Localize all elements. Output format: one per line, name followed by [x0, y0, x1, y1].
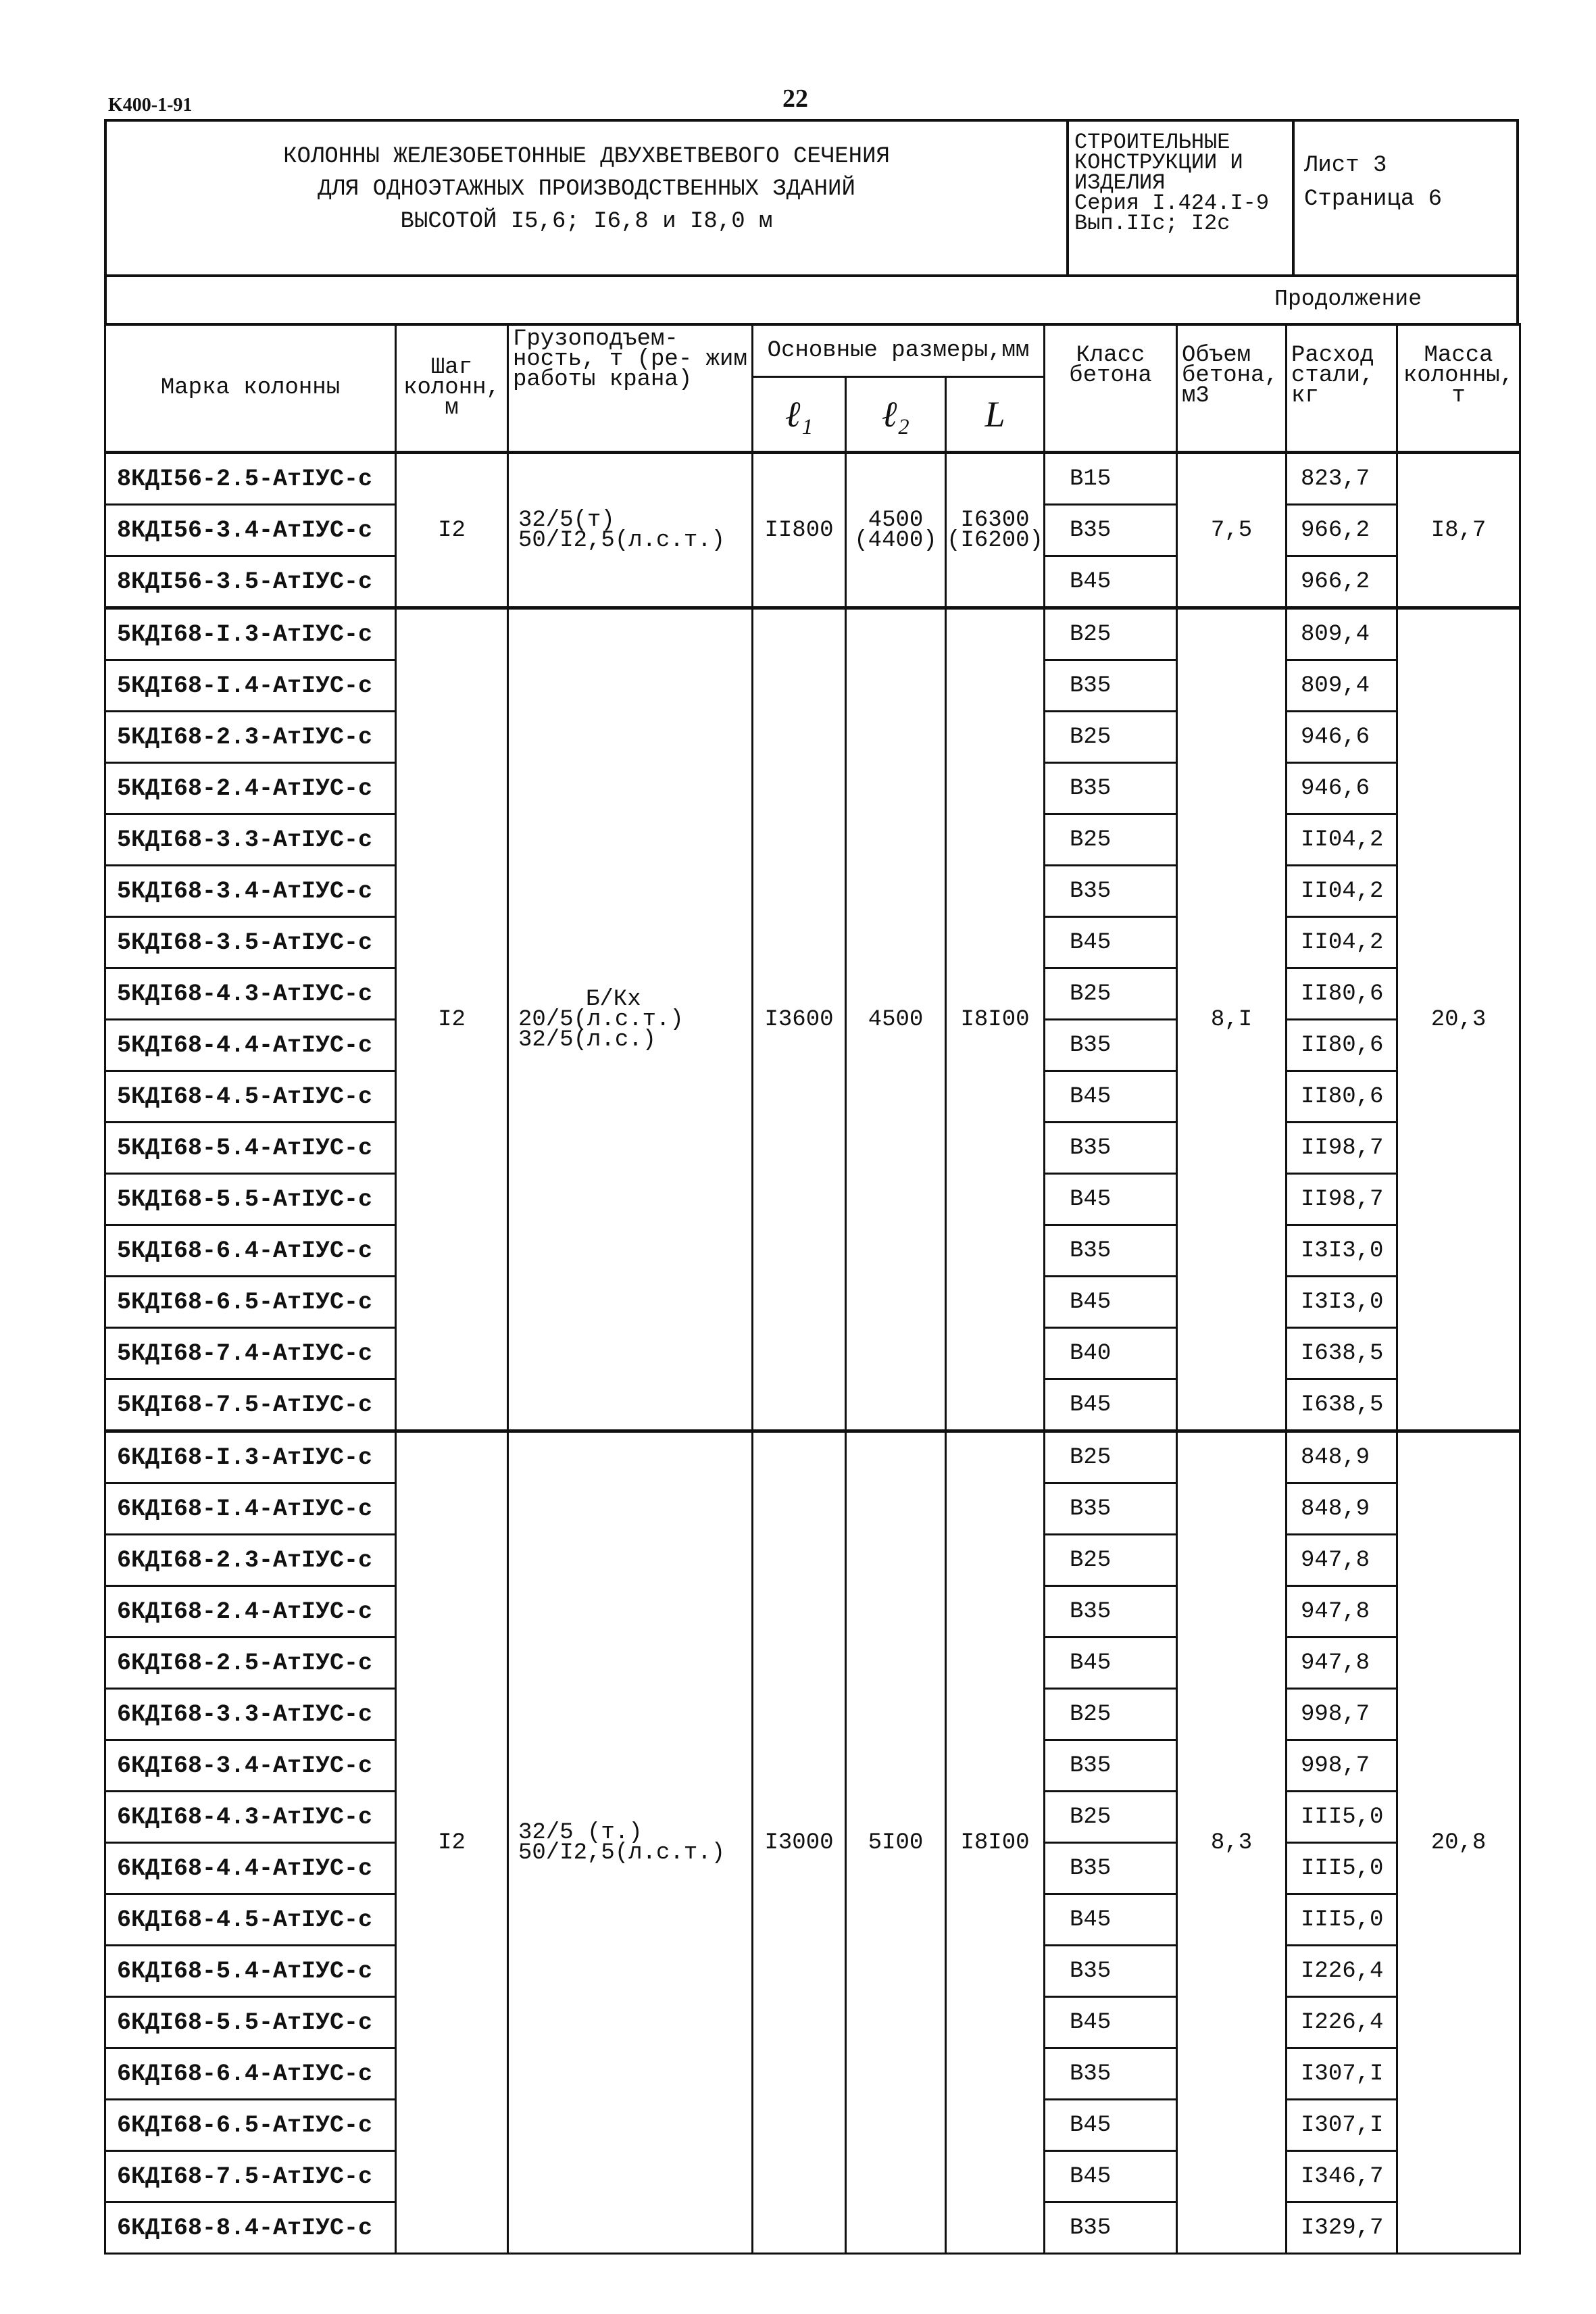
column-mark: 8КДI56-3.4-АтIУС-с	[105, 505, 396, 556]
steel-consumption: II80,6	[1287, 1071, 1397, 1123]
column-mark: 5КДI68-6.5-АтIУС-с	[105, 1277, 396, 1328]
column-mark: 5КДI68-2.4-АтIУС-с	[105, 763, 396, 814]
column-mark: 6КДI68-6.5-АтIУС-с	[105, 2100, 396, 2151]
steel-consumption: II04,2	[1287, 866, 1397, 917]
concrete-class: В35	[1045, 2048, 1177, 2100]
column-mark: 6КДI68-5.4-АтIУС-с	[105, 1946, 396, 1997]
steel-consumption: 947,8	[1287, 1586, 1397, 1638]
columns-table	[104, 323, 1521, 2255]
column-mark: 5КДI68-I.4-АтIУС-с	[105, 660, 396, 712]
steel-consumption: 966,2	[1287, 556, 1397, 608]
column-mark: 5КДI68-7.5-АтIУС-с	[105, 1379, 396, 1431]
steel-consumption: II04,2	[1287, 814, 1397, 866]
concrete-volume: 7,5	[1177, 453, 1287, 608]
column-mark: 6КДI68-2.5-АтIУС-с	[105, 1638, 396, 1689]
steel-consumption: II98,7	[1287, 1123, 1397, 1174]
steel-consumption: II80,6	[1287, 1020, 1397, 1071]
column-mark: 5КДI68-3.5-АтIУС-с	[105, 917, 396, 968]
steel-consumption: II80,6	[1287, 968, 1397, 1020]
dimension-L: I8I00	[946, 608, 1045, 1431]
steel-consumption: I226,4	[1287, 1997, 1397, 2048]
column-mass: I8,7	[1397, 453, 1520, 608]
page-number: 22	[782, 84, 808, 113]
column-mark: 5КДI68-5.5-АтIУС-с	[105, 1174, 396, 1225]
concrete-class: В45	[1045, 2100, 1177, 2151]
steel-consumption: 946,6	[1287, 763, 1397, 814]
header-column-mass: Масса колонны, т	[1397, 324, 1520, 453]
concrete-class: В25	[1045, 1431, 1177, 1483]
concrete-class: В45	[1045, 1379, 1177, 1431]
steel-consumption: 947,8	[1287, 1535, 1397, 1586]
steel-consumption: II04,2	[1287, 917, 1397, 968]
dimension-L: I8I00	[946, 1431, 1045, 2254]
steel-consumption: III5,0	[1287, 1843, 1397, 1894]
concrete-class: В45	[1045, 1997, 1177, 2048]
document-title	[107, 122, 1069, 274]
dimension-l2: 4500	[846, 608, 946, 1431]
table-row	[105, 453, 1520, 505]
concrete-class: В35	[1045, 660, 1177, 712]
dimension-l1: I3600	[753, 608, 846, 1431]
column-mark: 5КДI68-4.5-АтIУС-с	[105, 1071, 396, 1123]
concrete-class: В25	[1045, 1689, 1177, 1740]
concrete-class: В35	[1045, 1843, 1177, 1894]
dimension-l2: 4500 (4400)	[846, 453, 946, 608]
column-mark: 5КДI68-4.3-АтIУС-с	[105, 968, 396, 1020]
steel-consumption: 809,4	[1287, 608, 1397, 660]
crane-capacity: 32/5 (т.) 50/I2,5(л.с.т.)	[508, 1431, 753, 2254]
concrete-class: В35	[1045, 505, 1177, 556]
column-mark: 6КДI68-2.4-АтIУС-с	[105, 1586, 396, 1638]
header-step: Шаг колонн, м	[396, 324, 508, 453]
steel-consumption: I307,I	[1287, 2100, 1397, 2151]
column-mark: 6КДI68-4.5-АтIУС-с	[105, 1894, 396, 1946]
series-line: КОНСТРУКЦИИ И	[1074, 150, 1243, 175]
header-l2: ℓ₂	[846, 377, 946, 453]
column-mark: 5КДI68-3.4-АтIУС-с	[105, 866, 396, 917]
steel-consumption: I329,7	[1287, 2202, 1397, 2254]
column-step: I2	[396, 1431, 508, 2254]
concrete-class: В35	[1045, 763, 1177, 814]
column-mark: 6КДI68-2.3-АтIУС-с	[105, 1535, 396, 1586]
header-L: L	[946, 377, 1045, 453]
series-line: Вып.IIс; I2с	[1074, 211, 1230, 236]
concrete-class: В35	[1045, 1483, 1177, 1535]
dimension-L: I6300 (I6200)	[946, 453, 1045, 608]
concrete-class: В25	[1045, 1792, 1177, 1843]
column-mark: 6КДI68-I.4-АтIУС-с	[105, 1483, 396, 1535]
steel-consumption: 848,9	[1287, 1483, 1397, 1535]
column-mass: 20,8	[1397, 1431, 1520, 2254]
concrete-class: В25	[1045, 608, 1177, 660]
crane-capacity: 32/5(т) 50/I2,5(л.с.т.)	[508, 453, 753, 608]
steel-consumption: 998,7	[1287, 1689, 1397, 1740]
column-mark: 6КДI68-4.3-АтIУС-с	[105, 1792, 396, 1843]
steel-consumption: 823,7	[1287, 453, 1397, 505]
column-mark: 6КДI68-3.4-АтIУС-с	[105, 1740, 396, 1792]
steel-consumption: 998,7	[1287, 1740, 1397, 1792]
title-line: ВЫСОТОЙ I5,6; I6,8 и I8,0 м	[400, 209, 773, 235]
concrete-class: В45	[1045, 1174, 1177, 1225]
column-mark: 6КДI68-5.5-АтIУС-с	[105, 1997, 396, 2048]
concrete-class: В25	[1045, 968, 1177, 1020]
column-mark: 5КДI68-4.4-АтIУС-с	[105, 1020, 396, 1071]
header-concrete-volume: Объем бетона, м3	[1177, 324, 1287, 453]
dimension-l2: 5I00	[846, 1431, 946, 2254]
steel-consumption: I638,5	[1287, 1328, 1397, 1379]
column-mark: 6КДI68-4.4-АтIУС-с	[105, 1843, 396, 1894]
continuation-label: Продолжение	[1274, 287, 1422, 312]
series-info	[1069, 122, 1295, 274]
concrete-class: В40	[1045, 1328, 1177, 1379]
concrete-class: В45	[1045, 1638, 1177, 1689]
header-crane: Грузоподъем- ность, т (ре- жим работы крана)	[508, 324, 753, 453]
steel-consumption: I307,I	[1287, 2048, 1397, 2100]
column-mark: 5КДI68-I.3-АтIУС-с	[105, 608, 396, 660]
concrete-class: В25	[1045, 814, 1177, 866]
concrete-class: В35	[1045, 2202, 1177, 2254]
concrete-class: В35	[1045, 1740, 1177, 1792]
concrete-volume: 8,I	[1177, 608, 1287, 1431]
column-mark: 5КДI68-6.4-АтIУС-с	[105, 1225, 396, 1277]
steel-consumption: I3I3,0	[1287, 1225, 1397, 1277]
column-step: I2	[396, 453, 508, 608]
column-mark: 5КДI68-2.3-АтIУС-с	[105, 712, 396, 763]
concrete-class: В35	[1045, 866, 1177, 917]
column-mark: 8КДI56-3.5-АтIУС-с	[105, 556, 396, 608]
steel-consumption: I638,5	[1287, 1379, 1397, 1431]
concrete-class: В35	[1045, 1020, 1177, 1071]
column-mark: 5КДI68-3.3-АтIУС-с	[105, 814, 396, 866]
concrete-class: В15	[1045, 453, 1177, 505]
steel-consumption: I226,4	[1287, 1946, 1397, 1997]
steel-consumption: I346,7	[1287, 2151, 1397, 2202]
column-mark: 6КДI68-3.3-АтIУС-с	[105, 1689, 396, 1740]
concrete-class: В35	[1045, 1225, 1177, 1277]
sheet-page: Страница 6	[1304, 187, 1443, 212]
header-main-dimensions: Основные размеры,мм	[753, 324, 1045, 377]
steel-consumption: III5,0	[1287, 1792, 1397, 1843]
column-mark: 8КДI56-2.5-АтIУС-с	[105, 453, 396, 505]
header-steel-consumption: Расход стали, кг	[1287, 324, 1397, 453]
steel-consumption: 809,4	[1287, 660, 1397, 712]
series-line: ИЗДЕЛИЯ	[1074, 170, 1166, 195]
concrete-class: В45	[1045, 1071, 1177, 1123]
concrete-class: В45	[1045, 2151, 1177, 2202]
crane-capacity: Б/Кх 20/5(л.с.т.) 32/5(л.с.)	[508, 608, 753, 1431]
steel-consumption: II98,7	[1287, 1174, 1397, 1225]
column-mark: 5КДI68-5.4-АтIУС-с	[105, 1123, 396, 1174]
steel-consumption: 946,6	[1287, 712, 1397, 763]
concrete-class: В45	[1045, 1277, 1177, 1328]
steel-consumption: 848,9	[1287, 1431, 1397, 1483]
column-mark: 6КДI68-8.4-АтIУС-с	[105, 2202, 396, 2254]
column-mark: 5КДI68-7.4-АтIУС-с	[105, 1328, 396, 1379]
header-concrete-class: Класс бетона	[1045, 324, 1177, 453]
dimension-l1: I3000	[753, 1431, 846, 2254]
concrete-class: В45	[1045, 1894, 1177, 1946]
table-row	[105, 1431, 1520, 1483]
dimension-l1: II800	[753, 453, 846, 608]
concrete-class: В25	[1045, 712, 1177, 763]
column-step: I2	[396, 608, 508, 1431]
concrete-class: В35	[1045, 1946, 1177, 1997]
concrete-volume: 8,3	[1177, 1431, 1287, 2254]
column-mark: 6КДI68-6.4-АтIУС-с	[105, 2048, 396, 2100]
sheet-number: Лист 3	[1304, 153, 1387, 178]
title-block	[104, 119, 1519, 277]
header-mark: Марка колонны	[105, 324, 396, 453]
column-mark: 6КДI68-7.5-АтIУС-с	[105, 2151, 396, 2202]
series-line: Серия I.424.I-9	[1074, 191, 1270, 216]
concrete-class: В35	[1045, 1123, 1177, 1174]
concrete-class: В45	[1045, 917, 1177, 968]
concrete-class: В25	[1045, 1535, 1177, 1586]
title-line: КОЛОННЫ ЖЕЛЕЗОБЕТОННЫЕ ДВУХВЕТВЕВОГО СЕЧЕНИЯ	[283, 144, 890, 170]
column-mass: 20,3	[1397, 608, 1520, 1431]
steel-consumption: 947,8	[1287, 1638, 1397, 1689]
concrete-class: В45	[1045, 556, 1177, 608]
title-line: ДЛЯ ОДНОЭТАЖНЫХ ПРОИЗВОДСТВЕННЫХ ЗДАНИЙ	[318, 176, 855, 202]
continuation-row	[104, 274, 1519, 326]
steel-consumption: 966,2	[1287, 505, 1397, 556]
header-l1: ℓ₁	[753, 377, 846, 453]
steel-consumption: I3I3,0	[1287, 1277, 1397, 1328]
concrete-class: В35	[1045, 1586, 1177, 1638]
document-code: K400-1-91	[108, 95, 193, 116]
column-mark: 6КДI68-I.3-АтIУС-с	[105, 1431, 396, 1483]
series-line: СТРОИТЕЛЬНЫЕ	[1074, 130, 1230, 155]
table-row	[105, 608, 1520, 660]
steel-consumption: III5,0	[1287, 1894, 1397, 1946]
